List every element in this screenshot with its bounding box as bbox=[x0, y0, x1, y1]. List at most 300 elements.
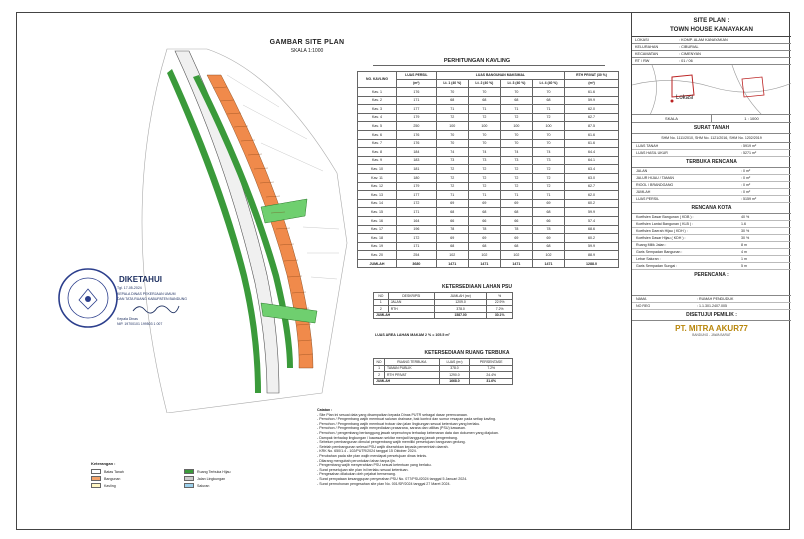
table-cell: 70 bbox=[532, 130, 564, 139]
table-cell: 1587.00 bbox=[434, 312, 486, 319]
table-cell: 68 bbox=[468, 96, 500, 105]
table-cell: 72 bbox=[532, 113, 564, 122]
catatan-line: - KRK No. 650/1.4 - 102/PUTR/2024 tanggal 15 Oktober 2024. bbox=[317, 449, 417, 454]
info-row bbox=[632, 263, 791, 270]
scale-row bbox=[632, 115, 791, 123]
legend bbox=[91, 461, 271, 499]
info-value: : 0 m² bbox=[741, 183, 751, 188]
location-map-drawing bbox=[632, 65, 791, 115]
table-cell: 68 bbox=[500, 242, 532, 251]
table-cell: 71 bbox=[532, 105, 564, 114]
table-cell: 68 bbox=[500, 208, 532, 217]
table-cell: 1209.0 bbox=[434, 299, 486, 306]
table-row bbox=[358, 251, 619, 260]
approval-title: DIKETAHUI bbox=[119, 275, 162, 284]
table-cell: 71 bbox=[532, 191, 564, 200]
table-cell: 1 bbox=[374, 299, 389, 306]
table-cell: 72 bbox=[500, 182, 532, 191]
table-row bbox=[358, 96, 619, 105]
table-cell: 1471 bbox=[500, 259, 532, 268]
table-cell: 69 bbox=[436, 199, 468, 208]
catatan-line: - Pemohon / Pengembang wajib menyediakan prasarana, sarana dan utilitas (PSU) kawasan. bbox=[317, 426, 466, 431]
table-cell: Kav. 14 bbox=[358, 199, 397, 208]
table-cell: 62.0 bbox=[565, 191, 619, 200]
table-cell: Kav. 6 bbox=[358, 130, 397, 139]
table-cell: TAMAN PUBLIK bbox=[385, 365, 440, 372]
table-row bbox=[358, 242, 619, 251]
table-cell: 100 bbox=[532, 122, 564, 131]
legend-item bbox=[91, 469, 178, 474]
table-row bbox=[358, 165, 619, 174]
table-cell: Kav. 16 bbox=[358, 216, 397, 225]
catatan-line: - Surat pernyataan kesanggupan penyerahan PSU No. 077/PSU/2024 tanggal 5 Januari 2024. bbox=[317, 476, 468, 481]
table-cell: 171 bbox=[397, 242, 437, 251]
table-cell: 87.5 bbox=[565, 122, 619, 131]
info-row bbox=[632, 182, 791, 189]
table-cell: 72 bbox=[532, 165, 564, 174]
col-no: NO. KAVLING bbox=[358, 72, 397, 88]
table-total-row bbox=[374, 378, 513, 385]
table-cell: 102 bbox=[468, 251, 500, 260]
info-value: : KOMP. ALAM KANAYAKAN bbox=[679, 38, 728, 42]
table-cell: 177 bbox=[397, 191, 437, 200]
table-cell: 100 bbox=[436, 122, 468, 131]
table-cell: 72 bbox=[436, 182, 468, 191]
table-cell: 72 bbox=[468, 165, 500, 174]
info-key: JUMLAH bbox=[636, 190, 651, 195]
info-row bbox=[632, 189, 791, 196]
table-cell: 100 bbox=[500, 122, 532, 131]
legend-swatch bbox=[184, 469, 194, 474]
table-cell: 7.2% bbox=[470, 365, 513, 372]
table-cell: 68 bbox=[532, 208, 564, 217]
table-cell: 71 bbox=[468, 105, 500, 114]
rencana-list bbox=[632, 214, 791, 270]
table-cell: 70 bbox=[500, 130, 532, 139]
table-cell: 31.6% bbox=[470, 378, 513, 385]
table-cell: 183 bbox=[397, 156, 437, 165]
table-cell: 72 bbox=[468, 173, 500, 182]
info-row bbox=[632, 214, 791, 221]
table-cell: 78 bbox=[468, 225, 500, 234]
info-row bbox=[632, 44, 791, 51]
info-row bbox=[632, 150, 791, 157]
table-row bbox=[358, 88, 619, 97]
info-value: 30 % bbox=[741, 236, 750, 241]
location-label: Lokasi bbox=[676, 95, 694, 101]
legend-swatch bbox=[184, 483, 194, 488]
table-cell: 62.0 bbox=[565, 105, 619, 114]
table-cell: Kav. 11 bbox=[358, 173, 397, 182]
table-cell: Kav. 19 bbox=[358, 242, 397, 251]
info-value: 40 % bbox=[741, 215, 750, 220]
table-cell: 59.9 bbox=[565, 96, 619, 105]
info-value: 4 m bbox=[741, 250, 747, 255]
legend-label: Jalan Lingkungan bbox=[197, 476, 226, 481]
rth-table bbox=[373, 358, 513, 385]
table-cell: 71 bbox=[436, 105, 468, 114]
info-key: KELURAHAN bbox=[635, 45, 659, 49]
table-cell: 69 bbox=[436, 234, 468, 243]
table-cell: RTH bbox=[388, 306, 434, 313]
psu-col-no: NO bbox=[374, 293, 389, 300]
approval-line-2: DAN TATA RUANG KABUPATEN BANDUNG bbox=[117, 297, 188, 301]
table-row bbox=[358, 216, 619, 225]
catatan-line: - Surat persetujuan site plan ini berlaku sesuai ketentuan. bbox=[317, 467, 409, 472]
legend-item bbox=[184, 483, 271, 488]
table-cell: 68 bbox=[532, 96, 564, 105]
info-key: Ruang Milik Jalan : bbox=[636, 243, 667, 248]
table-cell: 78 bbox=[500, 225, 532, 234]
table-cell: 70 bbox=[500, 88, 532, 97]
table-cell: Kav. 9 bbox=[358, 156, 397, 165]
table-cell: Kav. 4 bbox=[358, 113, 397, 122]
col-bangunan: LUAS BANGUNAN MAKSIMAL bbox=[436, 72, 564, 80]
table-cell: 69 bbox=[468, 199, 500, 208]
table-cell: 72 bbox=[468, 182, 500, 191]
info-row bbox=[632, 242, 791, 249]
table-cell: 179 bbox=[397, 182, 437, 191]
info-value: : 01 / 06 bbox=[679, 59, 693, 63]
table-cell: 59.9 bbox=[565, 208, 619, 217]
table-cell: 181 bbox=[397, 165, 437, 174]
table-cell: 22.9% bbox=[487, 299, 513, 306]
table-cell: Kav. 18 bbox=[358, 234, 397, 243]
catatan bbox=[317, 408, 617, 486]
catatan-line: - Surat permohonan pengesahan site plan No. 001/SP/2024 tanggal 27 Maret 2024. bbox=[317, 481, 451, 486]
info-key: Garis Sempadan Sungai : bbox=[636, 264, 678, 269]
legend-swatch bbox=[91, 469, 101, 474]
legend-item bbox=[184, 476, 271, 481]
approval-line-3: Kepala Dinas bbox=[117, 317, 138, 321]
legend-label: Batas Tanah bbox=[104, 469, 124, 474]
info-row bbox=[632, 196, 791, 203]
legend-label: Saluran bbox=[197, 483, 210, 488]
table-cell: 72 bbox=[436, 173, 468, 182]
table-cell: Kav. 10 bbox=[358, 165, 397, 174]
table-row bbox=[358, 199, 619, 208]
table-cell: 72 bbox=[436, 113, 468, 122]
table-cell: Kav. 12 bbox=[358, 182, 397, 191]
table-cell: Kav. 20 bbox=[358, 251, 397, 260]
rth-col-ruang: RUANG TERBUKA bbox=[385, 359, 440, 366]
table-cell: 66 bbox=[436, 216, 468, 225]
table-row bbox=[358, 225, 619, 234]
legend-grid bbox=[91, 469, 271, 488]
table-cell: 171 bbox=[397, 208, 437, 217]
legend-item bbox=[184, 469, 271, 474]
table-cell: 1668.0 bbox=[439, 378, 470, 385]
catatan-line: - Perubahan pada site plan wajib mendapat persetujuan dinas teknis. bbox=[317, 453, 428, 458]
table-cell: 63.4 bbox=[565, 165, 619, 174]
col-rth: RTH PRIVAT (30 %) bbox=[565, 72, 619, 80]
table-row bbox=[358, 105, 619, 114]
table-cell: Kav. 1 bbox=[358, 88, 397, 97]
rth-col-persen: PERSENTASE bbox=[470, 359, 513, 366]
table-cell: 1471 bbox=[468, 259, 500, 268]
kavling-body bbox=[358, 88, 619, 268]
table-cell: 62.7 bbox=[565, 113, 619, 122]
table-cell: 102 bbox=[436, 251, 468, 260]
table-cell: 68 bbox=[500, 96, 532, 105]
legend-item bbox=[91, 476, 178, 481]
table-cell: 60.2 bbox=[565, 199, 619, 208]
rth-body bbox=[374, 365, 513, 385]
table-cell: Kav. 8 bbox=[358, 148, 397, 157]
info-key: JALUR HIJAU / TAMAN bbox=[636, 176, 675, 181]
psu-title: KETERSEDIAAN LAHAN PSU bbox=[441, 284, 512, 290]
psu-col-jumlah: JUMLAH (m²) bbox=[434, 293, 486, 300]
legend-item bbox=[91, 483, 178, 488]
approval-nip: NIP. 19700101 199503 1 007 bbox=[117, 322, 163, 326]
table-cell: 73 bbox=[500, 156, 532, 165]
info-key: Koefisien Lantai Bangunan ( KLB ) : bbox=[636, 222, 694, 227]
info-key: RIOOL / BRANDGANG bbox=[636, 183, 674, 188]
table-cell: 64.1 bbox=[565, 156, 619, 165]
info-key: Garis Sempadan Bangunan : bbox=[636, 250, 683, 255]
rth-col-luas: LUAS (m²) bbox=[439, 359, 470, 366]
catatan-line: - Dilarang mengubah peruntukan lahan tanpa ijin. bbox=[317, 458, 396, 463]
catatan-line: - Sebelum pembangunan dimulai pengembang wajib memiliki persetujuan bangunan gedung. bbox=[317, 440, 466, 445]
info-value: : CIMENYAN bbox=[679, 52, 701, 56]
table-cell: 72 bbox=[500, 173, 532, 182]
table-cell: 1288.0 bbox=[565, 259, 619, 268]
table-row bbox=[358, 208, 619, 217]
table-cell: 69 bbox=[532, 199, 564, 208]
legend-swatch bbox=[184, 476, 194, 481]
table-cell: 72 bbox=[436, 165, 468, 174]
table-cell: 2 bbox=[374, 306, 389, 313]
info-value: : 5919 m² bbox=[741, 144, 757, 149]
table-cell: 71 bbox=[436, 191, 468, 200]
table-cell: 102 bbox=[532, 251, 564, 260]
table-cell: 74 bbox=[500, 148, 532, 157]
table-cell: 254 bbox=[397, 251, 437, 260]
table-cell: 74 bbox=[436, 148, 468, 157]
legend-label: Bangunan bbox=[104, 476, 121, 481]
table-cell: Kav. 2 bbox=[358, 96, 397, 105]
table-cell: 180 bbox=[397, 173, 437, 182]
catatan-head: Catatan : bbox=[317, 408, 333, 412]
table-cell: 102 bbox=[500, 251, 532, 260]
table-cell: JUMLAH bbox=[374, 378, 440, 385]
table-cell: 179 bbox=[397, 113, 437, 122]
scale-label: SKALA bbox=[665, 116, 678, 121]
legend-swatch bbox=[91, 483, 101, 488]
table-cell: 73 bbox=[468, 156, 500, 165]
rencana-title: RENCANA KOTA bbox=[632, 203, 791, 214]
legend-label: Ruang Terbuka Hijau bbox=[197, 469, 231, 474]
table-cell: 72 bbox=[468, 113, 500, 122]
table-cell: 70 bbox=[532, 139, 564, 148]
col-rth-unit: (m²) bbox=[565, 80, 619, 88]
table-cell: 61.6 bbox=[565, 139, 619, 148]
legend-label: Kavling bbox=[104, 483, 116, 488]
noreg-value: : 1.1.301.2407.005 bbox=[697, 304, 727, 309]
table-cell: 68 bbox=[436, 208, 468, 217]
official-stamp bbox=[57, 267, 119, 329]
info-key: Koefisien Dasar Bangunan ( KDB ) : bbox=[636, 215, 694, 220]
table-cell: 72 bbox=[500, 113, 532, 122]
scale-value: 1 : 1000 bbox=[711, 115, 791, 122]
info-row bbox=[632, 249, 791, 256]
drawing-sheet bbox=[16, 12, 790, 530]
surat-text: SHM No. 1111/2010, SHM No. 1121/2016, SHM No. 1202/2019 bbox=[632, 134, 791, 143]
info-key: JALAN bbox=[636, 169, 648, 174]
psu-col-persen: % bbox=[487, 293, 513, 300]
approval-block bbox=[57, 267, 197, 333]
nama-value: : RUMAH PENDUDUK bbox=[697, 297, 734, 302]
table-cell: JALAN bbox=[388, 299, 434, 306]
table-row bbox=[358, 191, 619, 200]
table-cell: 57.4 bbox=[565, 216, 619, 225]
table-cell: JUMLAH bbox=[374, 312, 435, 319]
table-cell: 68.6 bbox=[565, 225, 619, 234]
table-row bbox=[358, 130, 619, 139]
col-lt2: Lt. 2 (40 %) bbox=[468, 80, 500, 88]
info-value: : CIBURIAL bbox=[679, 45, 699, 49]
table-cell: 73 bbox=[436, 156, 468, 165]
table-cell: 1 bbox=[374, 365, 385, 372]
table-cell: 70 bbox=[500, 139, 532, 148]
table-total-row bbox=[374, 312, 513, 319]
info-row bbox=[632, 256, 791, 263]
legend-swatch bbox=[91, 476, 101, 481]
table-cell: 68 bbox=[468, 208, 500, 217]
table-cell: 70 bbox=[468, 139, 500, 148]
company-name: PT. MITRA AKUR77 bbox=[675, 324, 748, 334]
info-row bbox=[632, 37, 791, 44]
table-cell: 66 bbox=[468, 216, 500, 225]
terbuka-title: TERBUKA RENCANA bbox=[632, 157, 791, 168]
table-cell: 70 bbox=[436, 130, 468, 139]
info-value: : 5271 m² bbox=[741, 151, 757, 156]
table-cell: 88.9 bbox=[565, 251, 619, 260]
catatan-line: - Site Plan ini sesuai data yang disampaikan kepada Dinas PUTR sebagai dasar perencanaan. bbox=[317, 412, 468, 417]
info-key: LUAS HASIL UKUR bbox=[636, 151, 668, 156]
table-cell: 60.2 bbox=[565, 234, 619, 243]
table-row bbox=[358, 234, 619, 243]
info-value: : 5159 m² bbox=[741, 197, 757, 202]
location-map bbox=[632, 65, 791, 115]
table-cell: 100 bbox=[468, 122, 500, 131]
info-value: : 0 m² bbox=[741, 169, 751, 174]
info-row bbox=[632, 235, 791, 242]
rth-col-no: NO bbox=[374, 359, 385, 366]
psu-col-deskripsi: DESKRIPSI bbox=[388, 293, 434, 300]
legend-title: Keterangan : bbox=[91, 461, 116, 466]
table-cell: 68 bbox=[436, 242, 468, 251]
table-cell: 1290.0 bbox=[439, 372, 470, 379]
table-cell: 71 bbox=[500, 105, 532, 114]
table-cell: Kav. 5 bbox=[358, 122, 397, 131]
table-cell: 59.9 bbox=[565, 242, 619, 251]
table-cell: Kav. 15 bbox=[358, 208, 397, 217]
title-block-title2: TOWN HOUSE KANAYAKAN bbox=[670, 26, 753, 33]
table-cell: 73 bbox=[532, 156, 564, 165]
table-cell: 72 bbox=[532, 182, 564, 191]
info-key: RT / RW bbox=[635, 59, 650, 63]
table-cell: 69 bbox=[468, 234, 500, 243]
table-cell: 69 bbox=[500, 234, 532, 243]
table-cell: 68 bbox=[532, 242, 564, 251]
table-cell: 70 bbox=[436, 88, 468, 97]
table-row bbox=[358, 173, 619, 182]
info-value: 5 m bbox=[741, 264, 747, 269]
info-value: 30 % bbox=[741, 229, 750, 234]
table-cell: 3680 bbox=[397, 259, 437, 268]
table-cell: 176 bbox=[397, 130, 437, 139]
kavling-table bbox=[357, 71, 619, 268]
table-cell: 72 bbox=[532, 173, 564, 182]
table-cell: 68 bbox=[436, 96, 468, 105]
table-cell: 177 bbox=[397, 105, 437, 114]
table-cell: 64.4 bbox=[565, 148, 619, 157]
info-value: 8 m bbox=[741, 243, 747, 248]
site-plan-drawing bbox=[17, 13, 357, 413]
psu-body bbox=[374, 299, 513, 319]
surat-title: SURAT TANAH bbox=[632, 123, 791, 134]
info-key: LOKASI bbox=[635, 38, 649, 42]
table-cell: 74 bbox=[468, 148, 500, 157]
catatan-line: - Pemohon / Pengembang wajib membuat trotoar dan jalan lingkungan sesuai ketentuan yang berlaku. bbox=[317, 421, 481, 426]
table-row bbox=[358, 156, 619, 165]
table-cell: 71 bbox=[500, 191, 532, 200]
psu-table bbox=[373, 292, 513, 319]
info-row bbox=[632, 58, 791, 65]
table-row bbox=[358, 122, 619, 131]
table-cell: 61.6 bbox=[565, 130, 619, 139]
table-cell: 61.6 bbox=[565, 88, 619, 97]
project-info bbox=[632, 37, 791, 65]
table-cell: Kav. 3 bbox=[358, 105, 397, 114]
perhitungan-underline bbox=[373, 65, 605, 66]
noreg-label: NO REG bbox=[636, 304, 651, 309]
table-cell: 78 bbox=[436, 225, 468, 234]
table-cell: 176 bbox=[397, 88, 437, 97]
table-cell: 171 bbox=[397, 96, 437, 105]
table-cell: 66 bbox=[532, 216, 564, 225]
table-cell: 63.0 bbox=[565, 173, 619, 182]
table-cell: 1471 bbox=[532, 259, 564, 268]
makam-note: LUAS AREA LAHAN MAKAM 2 % = 105.5 m² bbox=[375, 333, 450, 337]
table-row bbox=[358, 148, 619, 157]
luas-list bbox=[632, 143, 791, 157]
table-cell: 172 bbox=[397, 234, 437, 243]
table-cell: 70 bbox=[436, 139, 468, 148]
nama-label: NAMA bbox=[636, 297, 647, 302]
perencana-title: PERENCANA : bbox=[632, 270, 791, 296]
info-value: 1.6 bbox=[741, 222, 746, 227]
table-cell: 250 bbox=[397, 122, 437, 131]
catatan-lines bbox=[317, 413, 617, 487]
table-cell: 74 bbox=[532, 148, 564, 157]
catatan-line: - Pengesahan dilakukan oleh pejabat berwenang. bbox=[317, 472, 396, 477]
catatan-line: - Dampak terhadap lingkungan / kawasan sekitar menjadi tanggung jawab pengembang. bbox=[317, 435, 458, 440]
table-cell: 2 bbox=[374, 372, 385, 379]
table-cell: 72 bbox=[500, 165, 532, 174]
table-cell: 70 bbox=[468, 130, 500, 139]
info-key: Koefisien Dasar Hijau ( KDH ) : bbox=[636, 236, 686, 241]
site-plan-scale: SKALA 1:1000 bbox=[290, 48, 324, 54]
table-cell: 30.1% bbox=[487, 312, 513, 319]
approval-line-1: KEPALA DINAS PEKERJAAN UMUM bbox=[117, 292, 176, 296]
info-value: : 0 m² bbox=[741, 176, 751, 181]
col-lt4: Lt. 4 (40 %) bbox=[532, 80, 564, 88]
table-cell: 68 bbox=[468, 242, 500, 251]
info-key: LUAS TANAH bbox=[636, 144, 659, 149]
table-cell: Kav. 7 bbox=[358, 139, 397, 148]
